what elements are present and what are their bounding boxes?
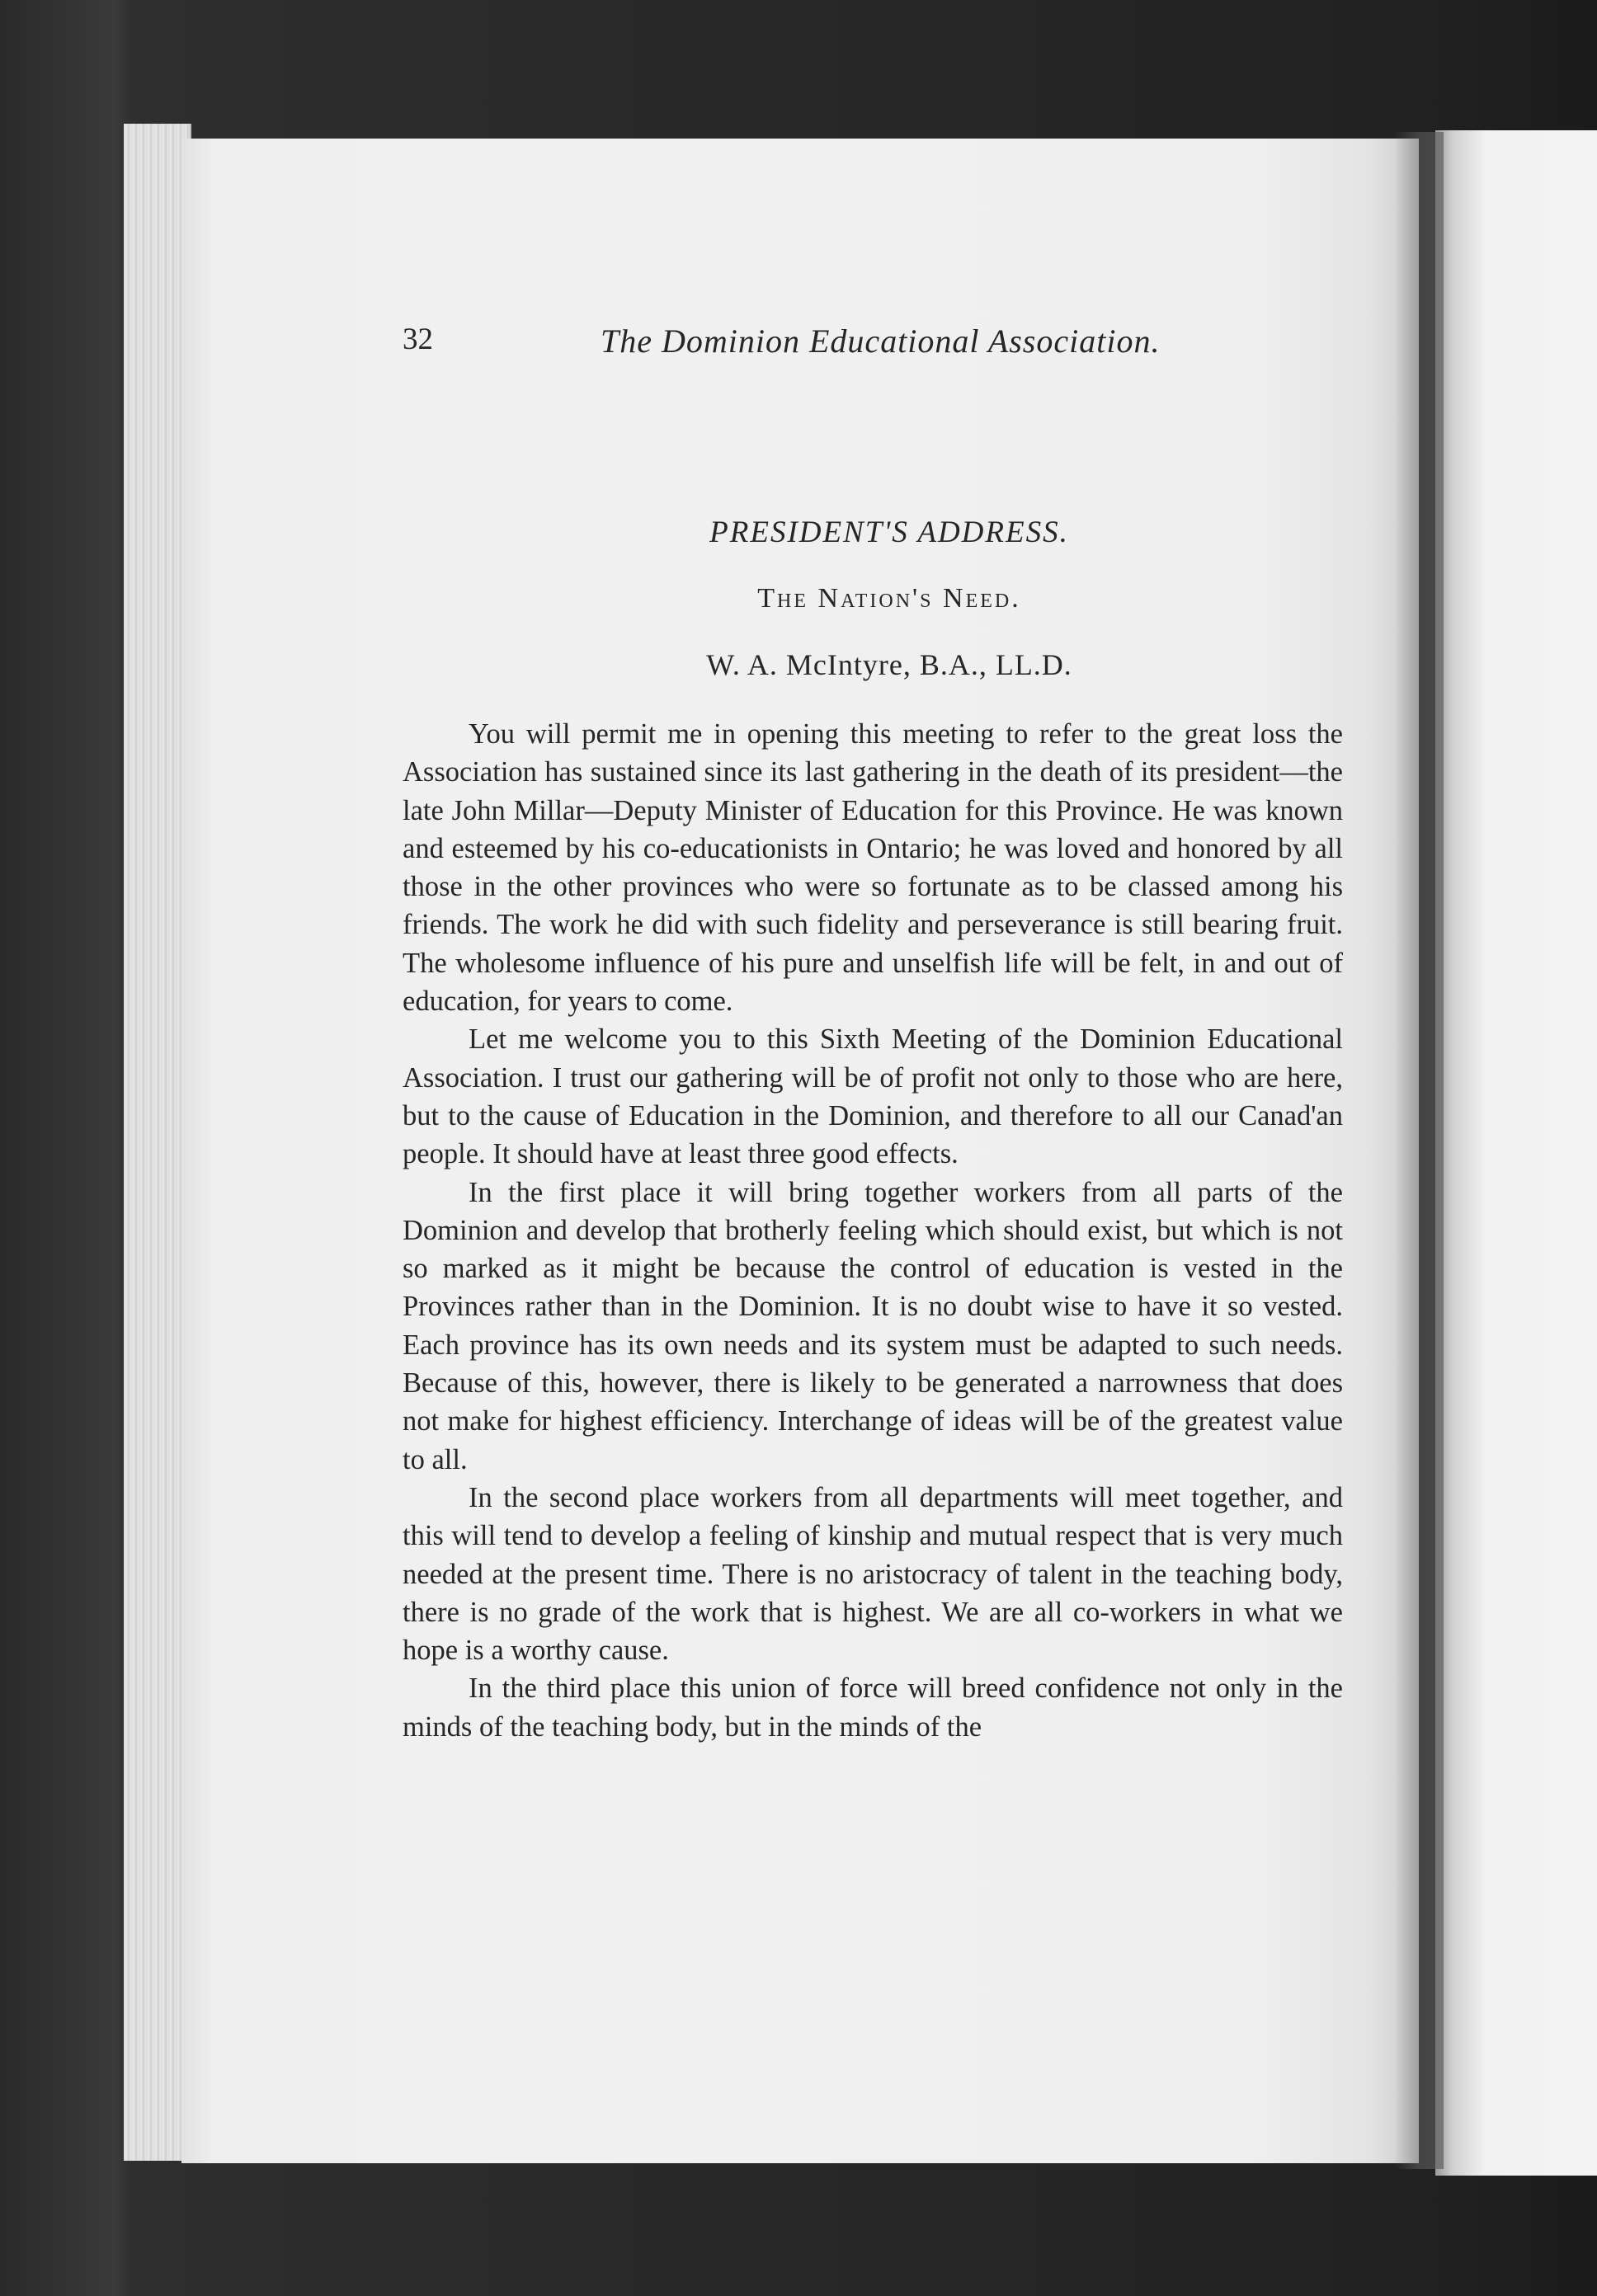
paragraph: Let me welcome you to this Sixth Meeting of the Dominion Educational Association. I trust our gathering will be of profit not only to those who are here, but to the cause of Education in the Dominion, and therefore to all our Canad'an people. It should have at least three good effects. bbox=[403, 1023, 1343, 1170]
facing-page-edge bbox=[1435, 130, 1597, 2176]
running-head bbox=[403, 315, 1343, 373]
journal-title: The Dominion Educational Association. bbox=[601, 322, 1161, 360]
section-title: PRESIDENT'S ADDRESS. bbox=[709, 515, 1069, 549]
author-byline: W. A. McIntyre, B.A., LL.D. bbox=[706, 648, 1072, 681]
gutter-shadow bbox=[1394, 132, 1444, 2169]
paragraph: In the first place it will bring together workers from all parts of the Dominion and develop that brotherly feeling which should exist, but which is not so marked as it might be because the control of education is vested in the Provinces rather than in the Dominion. It is no doubt wise to have it so vested. Each province has its own needs and its system must be adapted to such needs. Because of this, however, there is likely to be generated a narrowness that does not make for highest efficiency. Interchange of ideas will be of the greatest value to all. bbox=[403, 1176, 1343, 1475]
page-number: 32 bbox=[403, 322, 433, 356]
page-content bbox=[403, 315, 1343, 1746]
paragraph: In the third place this union of force will breed confidence not only in the minds of the teaching body, but in the minds of the bbox=[403, 1673, 1343, 1743]
paragraph: You will permit me in opening this meeting to refer to the great loss the Association has sustained since its last gathering in the death of its president—the late John Millar—Deputy Minister of Education for this Province. He was known and esteemed by his co-educationists in Ontario; he was loved and honored by all those in the other provinces who were so fortunate as to be classed among his friends. The work he did with such fidelity and perseverance is still bearing fruit. The wholesome influence of his pure and unselfish life will be felt, in and out of education, for years to come. bbox=[403, 718, 1343, 1018]
address-subtitle: The Nation's Need. bbox=[757, 583, 1021, 614]
paragraph: In the second place workers from all departments will meet together, and this will tend to develop a feeling of kinship and mutual respect that is very much needed at the present time. There is no aristocracy of talent in the teaching body, there is no grade of the work that is highest. We are all co-workers in what we hope is a worthy cause. bbox=[403, 1481, 1343, 1667]
body-text bbox=[403, 715, 1343, 1746]
